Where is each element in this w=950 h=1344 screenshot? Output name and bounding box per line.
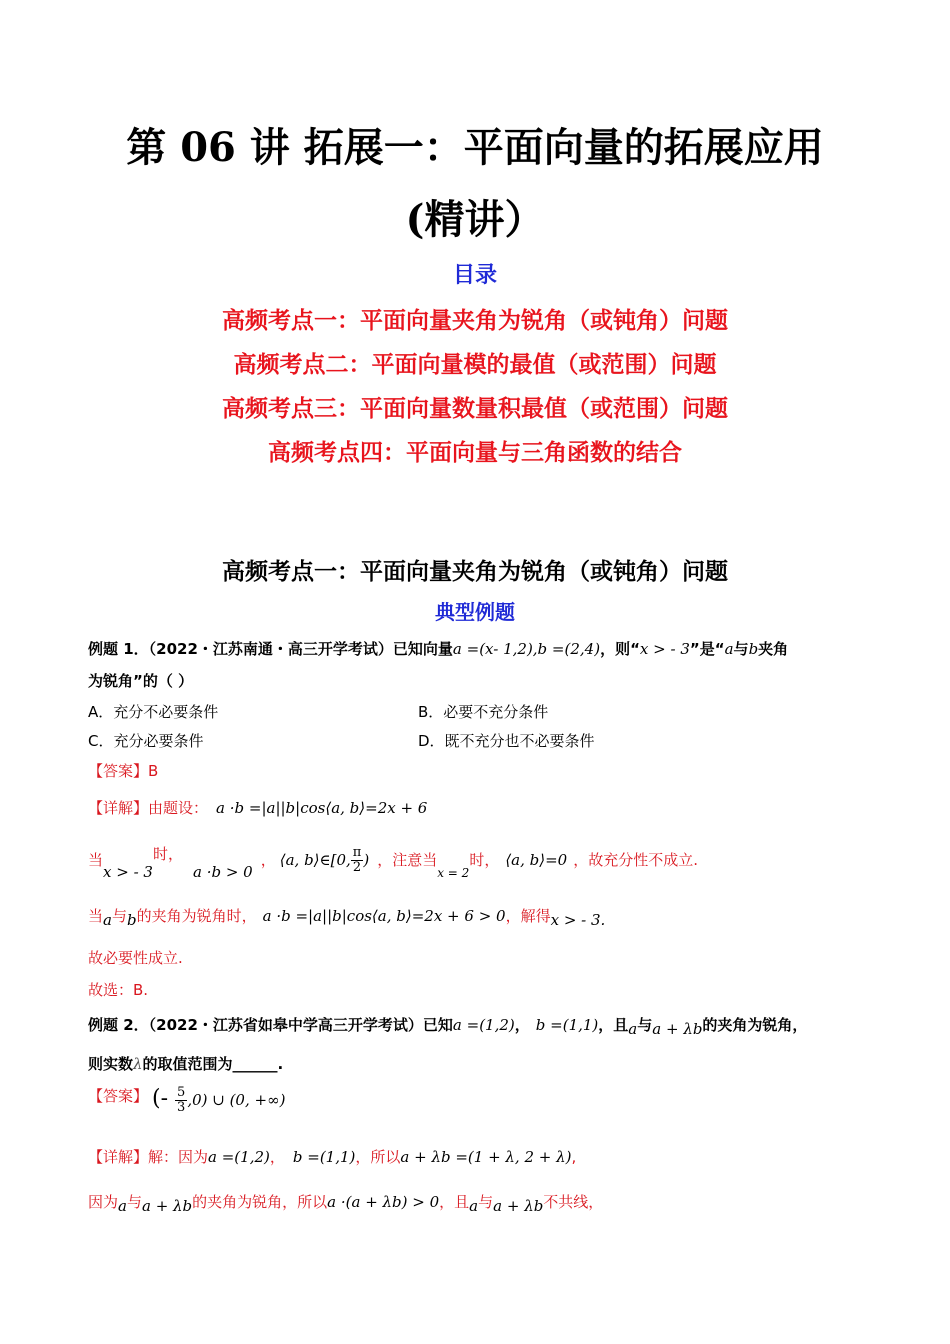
formula: a ·(a + λb) > 0 — [327, 1193, 440, 1211]
formula: b =(1,1) — [292, 1148, 356, 1166]
toc-item-2[interactable]: 高频考点二：平面向量模的最值（或范围）问题 — [233, 352, 717, 378]
text-segment: ，且 — [598, 1016, 629, 1034]
example1-detail-1 — [88, 797, 427, 818]
text-segment: 则实数 — [88, 1055, 134, 1073]
section-heading: 高频考点一：平面向量夹角为锐角（或钝角）问题 — [222, 559, 728, 585]
formula: x > - 3. — [550, 911, 606, 929]
formula: b =(1,1) — [535, 1016, 599, 1034]
text-segment: ，所以 — [355, 1148, 401, 1166]
page-subtitle: (精讲） — [405, 196, 545, 243]
fraction-pi-2 — [351, 846, 364, 875]
toc-item-3[interactable]: 高频考点三：平面向量数量积最值（或范围）问题 — [222, 396, 728, 422]
math-a: a — [469, 1197, 479, 1215]
text-segment: , — [571, 1148, 577, 1166]
example1-vectors: a =(x- 1,2),b =(2,4) — [452, 640, 601, 658]
example1-detail-3 — [88, 905, 606, 929]
fraction-5-3 — [175, 1086, 187, 1115]
formula: a + λb — [493, 1197, 544, 1215]
formula: a ·b > 0 — [192, 863, 253, 881]
math-a: a — [628, 1020, 638, 1038]
formula: ⟨a, b⟩=0 — [505, 851, 568, 869]
example1-cond: x > - 3 — [639, 640, 690, 658]
example1-label: 例题 1． — [88, 640, 149, 658]
frac-num: π — [352, 845, 362, 860]
text-segment: 与 — [637, 1016, 653, 1034]
text-segment: 当 — [88, 851, 104, 869]
formula: a =(1,2) — [208, 1148, 270, 1166]
example1-detail-4: 故必要性成立. — [88, 949, 183, 967]
option-a[interactable]: A．充分不必要条件 — [88, 703, 219, 721]
formula: a + λb — [652, 1020, 703, 1038]
text-segment: 由题设： — [148, 799, 209, 817]
example2-answer — [88, 1086, 285, 1115]
text-segment: 当 — [88, 907, 104, 925]
section-subheading: 典型例题 — [435, 600, 515, 624]
text-segment: 与 — [126, 1193, 142, 1211]
text-segment: 与 — [733, 640, 749, 658]
frac-num: 5 — [177, 1085, 186, 1100]
formula: a ·b =|a||b|cos⟨a, b⟩=2x + 6 — [216, 799, 428, 817]
detail-label: 【详解】 — [88, 1148, 149, 1166]
text-segment: 不共线， — [543, 1193, 604, 1211]
option-c[interactable]: C．充分必要条件 — [88, 732, 204, 750]
toc-item-4[interactable]: 高频考点四：平面向量与三角函数的结合 — [268, 440, 682, 466]
math-a: a — [103, 911, 112, 929]
example1-detail-2 — [88, 846, 698, 886]
formula: a + λb =(1 + λ, 2 + λ) — [400, 1148, 572, 1166]
text-segment: 解：因为 — [148, 1148, 209, 1166]
example1-detail-5: 故选：B. — [88, 981, 149, 999]
text-segment: ，注意当 — [377, 851, 438, 869]
example1-answer: 【答案】B — [88, 762, 159, 780]
text-segment: 与 — [478, 1193, 494, 1211]
formula: a ·b =|a||b|cos⟨a, b⟩=2x + 6 > 0 — [262, 907, 506, 925]
math-b: b — [748, 640, 759, 658]
example2-line2 — [88, 1053, 283, 1074]
example1-line2: 为锐角”的（ ） — [88, 672, 194, 690]
formula: ) — [363, 851, 370, 869]
page-title: 第 06 讲 拓展一：平面向量的拓展应用 — [126, 124, 824, 171]
answer-label: 【答案】 — [88, 1087, 149, 1105]
math-b: b — [126, 911, 137, 929]
text-segment: 的夹角为锐角， — [702, 1016, 808, 1034]
frac-den: 3 — [177, 1100, 186, 1115]
text-segment: ，解得 — [505, 907, 551, 925]
text-segment: 的取值范围为______. — [142, 1055, 284, 1073]
text-segment: ，且 — [439, 1193, 470, 1211]
text-segment: ， — [514, 1016, 530, 1034]
example2-line1 — [88, 1014, 808, 1038]
text-segment: 的夹角为锐角，所以 — [192, 1193, 328, 1211]
text-segment: ， — [260, 851, 276, 869]
example1-line1 — [88, 638, 788, 659]
example2-detail-2 — [88, 1191, 604, 1215]
formula: ⟨a, b⟩∈[0, — [279, 851, 351, 869]
text-segment: ，故充分性不成立. — [573, 851, 699, 869]
text-segment: ”是“ — [689, 640, 725, 658]
example2-source: （2022・江苏省如皋中学高三开学考试）已知 — [148, 1016, 453, 1034]
text-segment: 时， — [152, 845, 183, 863]
example2-label: 例题 2． — [88, 1016, 149, 1034]
text-segment: 的夹角为锐角时， — [136, 907, 257, 925]
option-b[interactable]: B．必要不充分条件 — [418, 703, 549, 721]
option-d[interactable]: D．既不充分也不必要条件 — [418, 732, 595, 750]
formula: x > - 3 — [103, 863, 153, 881]
formula: ,0) ∪ (0, +∞) — [187, 1091, 286, 1109]
text-segment: 夹角 — [758, 640, 789, 658]
toc-item-1[interactable]: 高频考点一：平面向量夹角为锐角（或钝角）问题 — [222, 308, 728, 334]
formula: a =(1,2) — [452, 1016, 515, 1034]
toc-heading: 目录 — [452, 263, 497, 288]
text-segment: 因为 — [88, 1193, 119, 1211]
example2-detail-1 — [88, 1146, 576, 1167]
text-segment: ， — [269, 1148, 285, 1166]
text-segment: 时， — [469, 851, 500, 869]
frac-den: 2 — [352, 860, 362, 875]
detail-label: 【详解】 — [88, 799, 149, 817]
math-lambda: λ — [133, 1055, 143, 1073]
example1-source: （2022・江苏南通・高三开学考试）已知向量 — [148, 640, 453, 658]
text-segment: 与 — [111, 907, 127, 925]
formula: a + λb — [141, 1197, 193, 1215]
math-a: a — [724, 640, 734, 658]
math-a: a — [118, 1197, 127, 1215]
formula: x = 2 — [437, 866, 470, 880]
text-segment: ，则“ — [600, 640, 640, 658]
formula: (- — [152, 1086, 176, 1111]
